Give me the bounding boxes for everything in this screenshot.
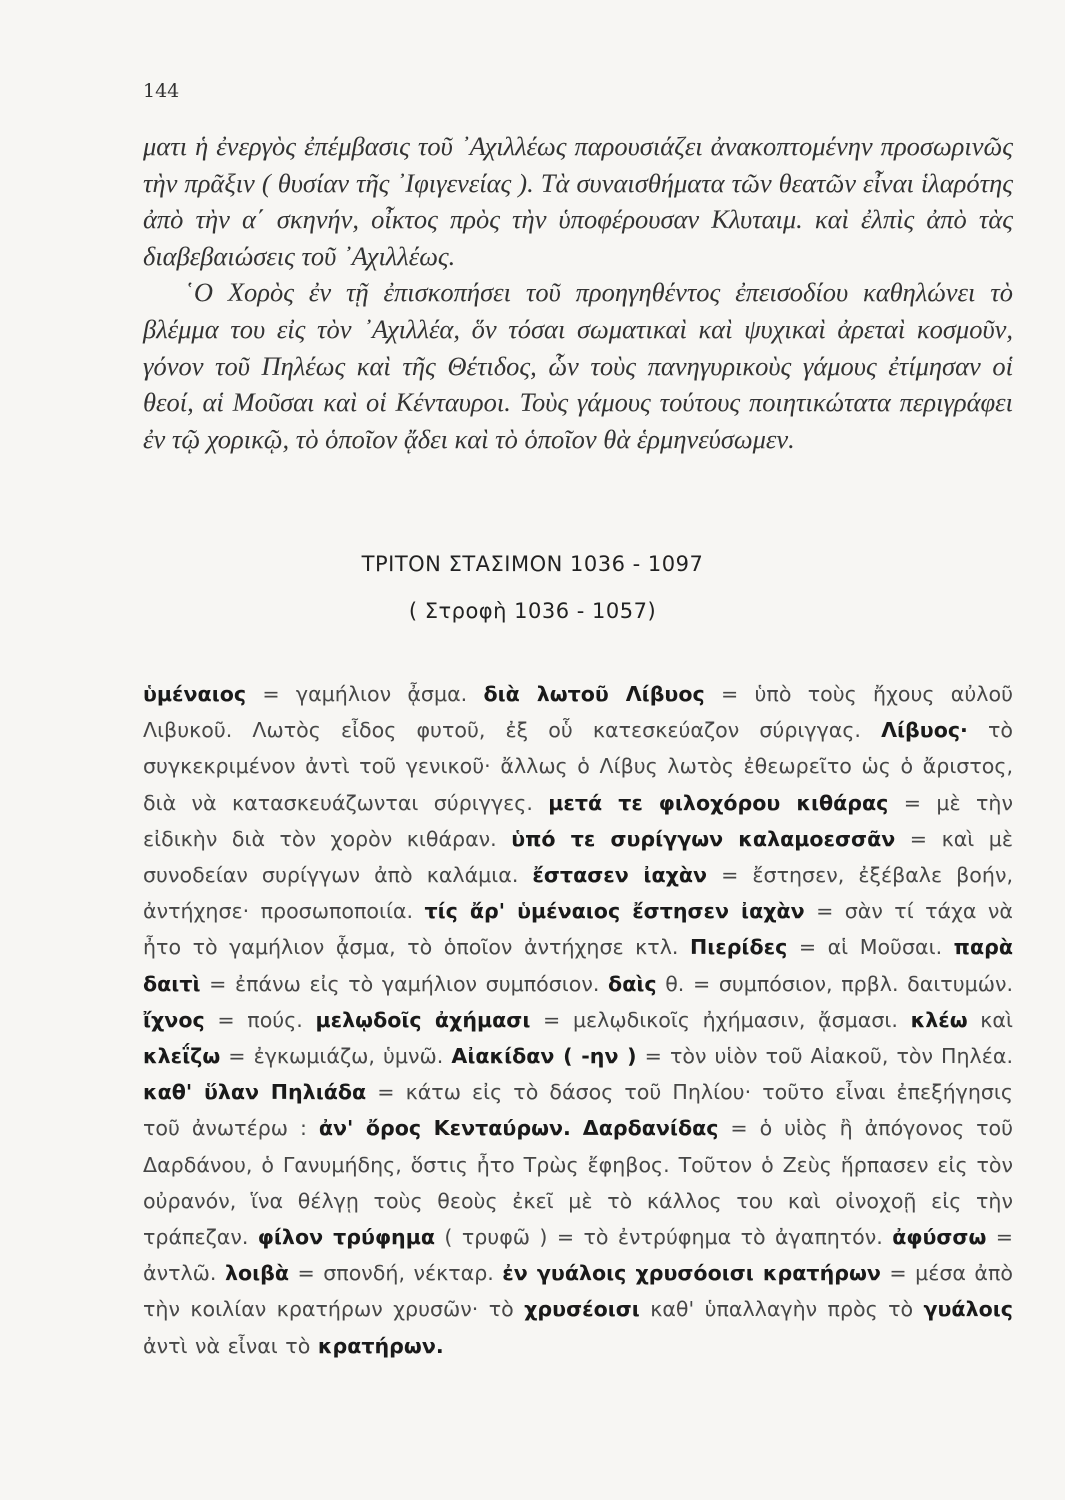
lemma-definition: ( τρυφῶ ) = τὸ ἐντρύφημα τὸ ἀγαπητόν. xyxy=(435,1225,893,1250)
lemma-term: Πιερίδες xyxy=(689,935,788,960)
intro-paragraph-1: ματι ἡ ἐνεργὸς ἐπέμβασις τοῦ ᾿Αχιλλέως παρουσιάζει ἀνακοπτομένην προσωρινῶς τὴν πρᾶξιν ( θυσίαν τῆς ᾿Ιφιγενείας ). Τὰ συναισθήματα τῶν θεατῶν εἶναι ἱλαρότης ἀπὸ τὴν α΄ σκηνήν, οἶκτος πρὸς τὴν ὑποφέρουσαν Κλυταιμ. καὶ ἐλπὶς ἀπὸ τὰς διαβεβαιώσεις τοῦ ᾿Αχιλλέως. xyxy=(143,131,1013,271)
lemma-definition: = ἔστησεν, ἐξέβαλε βοήν, ἀντήχησε· προσωποποιία. xyxy=(143,863,1014,924)
lemma-definition: = ἐπάνω εἰς τὸ γαμήλιον συμπόσιον. xyxy=(200,971,609,996)
lemma-term: καθ' ὕλαν Πηλιάδα xyxy=(143,1080,367,1105)
intro-paragraph-2: ῾Ο Χορὸς ἐν τῇ ἐπισκοπήσει τοῦ προηγηθέντος ἐπεισοδίου καθηλώνει τὸ βλέμμα του εἰς τὸν ᾿Αχιλλέα, ὅν τόσαι σωματικαὶ καὶ ψυχικαὶ ἀρεταὶ κοσμοῦν, γόνον τοῦ Πηλέως καὶ τῆς Θέτιδος, ὧν τοὺς πανηγυρικοὺς γάμους ἐτίμησαν οἱ θεοί, αἱ Μοῦσαι καὶ οἱ Κένταυροι. Τοὺς γάμους τούτους ποιητικώτατα περιγράφει ἐν τῷ χορικῷ, τὸ ὁποῖον ᾄδει καὶ τὸ ὁποῖον θὰ ἑρμηνεύσωμεν. xyxy=(143,277,1013,454)
lemma-definition: = κάτω εἰς τὸ δάσος τοῦ Πηλίου· τοῦτο εἶναι ἐπεξήγησις τοῦ ἀνωτέρω : xyxy=(143,1080,1013,1141)
lemma-term: Λίβυος· xyxy=(881,718,968,743)
lemma-definition: = ἐγκωμιάζω, ὑμνῶ. xyxy=(220,1044,452,1069)
lemma-definition: = σπονδή, νέκταρ. xyxy=(289,1261,503,1286)
lemma-term: κρατήρων. xyxy=(317,1333,444,1358)
lemma-definition: θ. = συμπόσιον, πρβλ. δαιτυμών. xyxy=(656,971,1014,996)
lemma-term: μετά τε φιλοχόρου κιθάρας xyxy=(548,790,889,815)
lemma-term: γυάλοις xyxy=(923,1297,1013,1322)
lemma-definition: = ἀντλῶ. xyxy=(143,1225,1014,1286)
lemma-definition xyxy=(571,1116,583,1140)
lemma-term: λοιβὰ xyxy=(224,1261,290,1286)
lemma-definition: ἀντὶ νὰ εἶναι τὸ xyxy=(143,1333,318,1358)
lemma-definition: = ὁ υἱὸς ἢ ἀπόγονος τοῦ Δαρδάνου, ὁ Γανυμήδης, ὅστις ἦτο Τρὼς ἔφηβος. Τοῦτον ὁ Ζεὺς ἥρπασεν εἰς τὸν οὐρανόν, ἵνα θέλγῃ τοὺς θεοὺς ἐκεῖ μὲ τὸ κάλλος του καὶ οἰνοχοῇ εἰς τὴν τράπεζαν. xyxy=(143,1116,1014,1250)
lemma-term: τίς ἄρ' ὑμέναιος ἔστησεν ἰαχὰν xyxy=(424,899,805,924)
lemma-definition: = τὸν υἱὸν τοῦ Αἰακοῦ, τὸν Πηλέα. xyxy=(636,1044,1013,1069)
lemma-definition: = ὑπὸ τοὺς ἤχους αὐλοῦ Λιβυκοῦ. Λωτὸς εἶδος φυτοῦ, ἐξ οὗ κατεσκεύαζον σύριγγας. xyxy=(143,682,1013,743)
lemma-term: παρὰ δαιτὶ xyxy=(143,935,1013,996)
section-subheading: ( Στροφὴ 1036 - 1057) xyxy=(408,599,657,623)
lemma-definition: = γαμήλιον ᾆσμα. xyxy=(246,682,484,706)
lemma-definition: = αἱ Μοῦσαι. xyxy=(787,935,954,960)
lemma-term: κλεΐζω xyxy=(143,1044,221,1069)
lemma-definition: = καὶ μὲ συνοδείαν συρίγγων ἀπὸ καλάμια. xyxy=(143,826,1013,888)
lemma-definition: = μὲ τὴν εἰδικὴν διὰ τὸν χορὸν κιθάραν. xyxy=(143,790,1013,851)
lemma-term: φίλον τρύφημα xyxy=(257,1225,436,1250)
lemma-term: ἔστασεν ἰαχὰν xyxy=(532,863,708,888)
lemma-term: ἀν' ὄρος Κενταύρων. xyxy=(318,1116,571,1141)
lemma-term: δαὶς xyxy=(608,971,657,996)
section-heading: ΤΡΙΤΟΝ ΣΤΑΣΙΜΟΝ 1036 - 1097 xyxy=(361,552,704,576)
lemma-term: χρυσέοισι xyxy=(524,1297,640,1322)
intro-text xyxy=(143,128,1013,457)
lemma-definition: καθ' ὑπαλλαγὴν πρὸς τὸ xyxy=(639,1297,924,1322)
lemma-term: ἀφύσσω xyxy=(892,1225,987,1250)
lemma-term: ἴχνος xyxy=(143,1007,205,1032)
lemma-term: Δαρδανίδας xyxy=(582,1116,719,1141)
lemma-term: κλέω xyxy=(910,1007,968,1032)
commentary-text xyxy=(143,676,1013,1364)
lemma-term: Αἰακίδαν ( -ην ) xyxy=(451,1044,637,1069)
lemma-definition: = μελῳδικοῖς ἠχήμασιν, ᾄσμασι. xyxy=(530,1007,911,1032)
lemma-term: διὰ λωτοῦ Λίβυος xyxy=(483,682,705,706)
lemma-definition: καὶ xyxy=(967,1007,1013,1032)
lemma-term: ὑπό τε συρίγγων καλαμοεσσᾶν xyxy=(511,826,896,851)
lemma-term: μελῳδοῖς ἀχήμασι xyxy=(315,1007,531,1032)
lemma-definition: τὸ συγκεκριμένον ἀντὶ τοῦ γενικοῦ· ἄλλως ὁ Λίβυς λωτὸς ἐθεωρεῖτο ὡς ὁ ἄριστος, διὰ νὰ κατασκευάζωνται σύριγγες. xyxy=(143,718,1014,815)
lemma-term: ἐν γυάλοις χρυσόοισι κρατήρων xyxy=(502,1261,881,1286)
lemma-definition: = μέσα ἀπὸ τὴν κοιλίαν κρατήρων χρυσῶν· τὸ xyxy=(143,1261,1013,1322)
lemma-definition: = σὰν τί τάχα νὰ ἦτο τὸ γαμήλιον ᾆσμα, τὸ ὁποῖον ἀντήχησε κτλ. xyxy=(143,899,1013,960)
lemma-term: ὑμέναιος xyxy=(143,682,247,706)
lemma-definition: = πούς. xyxy=(204,1007,316,1032)
page-number: 144 xyxy=(143,80,180,102)
